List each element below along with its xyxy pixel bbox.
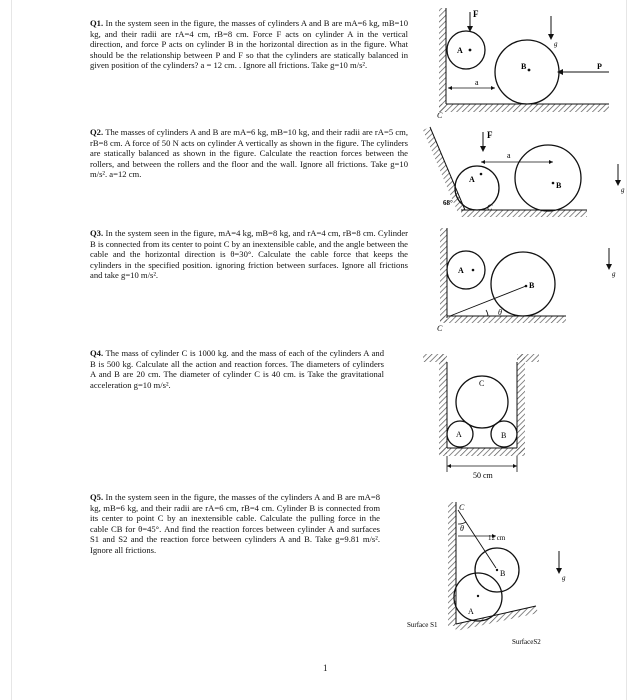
cylinder-a [447,31,485,69]
question-text: In the system seen in the figure, the masses of the cylinders A and B are mA=8 kg, mB=6 kg, and their radii are rA=6 cm, rB=4 cm. Cylinder B is connected from its center to point C by an inextensible cable. Calculate the pulling force in the cable CB for θ=45°. And find the reaction forces between cylinder A and surfaces S1 and S2 and the reaction force between cylinders A and B. Take g=9.81 m/s². Ignore all frictions. [90,492,380,555]
question-number: Q4. [90,348,104,358]
question-number: Q3. [90,228,104,238]
label-b: B [529,281,535,290]
label-b: B [501,431,507,440]
label-g: g [612,270,616,278]
label-b: B [500,569,506,578]
label-a: A [457,46,463,55]
cylinder-b [515,145,581,211]
floor-hatch [439,448,525,456]
question-5 [90,492,380,556]
figure-3-diagram [437,228,642,338]
question-2 [90,127,408,180]
label-theta: θ [460,524,464,533]
label-width: 50 cm [473,471,493,480]
question-number: Q2. [90,127,104,137]
label-c: C [437,111,443,120]
figure-2-diagram [417,120,642,220]
figure-1-diagram [417,4,617,120]
label-g: g [562,574,566,582]
label-a: A [469,175,475,184]
label-a: A [468,607,474,616]
figure-4-diagram [415,348,555,478]
wall-hatch [440,228,447,322]
cylinder-b [495,40,559,104]
label-g: g [554,40,558,48]
label-angle: 68° [443,199,453,207]
label-c: C [459,503,465,512]
label-c: C [487,203,493,212]
floor-hatch [440,316,566,323]
label-a-dim: a [507,151,511,160]
label-a: A [458,266,464,275]
question-1 [90,18,408,71]
question-number: Q5. [90,492,104,502]
label-surface-s1: Surface S1 [407,621,438,629]
wall-hatch [439,8,446,112]
label-g: g [621,186,625,194]
document-page [12,0,626,700]
floor-hatch [439,104,609,112]
question-text: The mass of cylinder C is 1000 kg. and the mass of each of the cylinders A and B is 500 kg. Calculate all the action and reaction forces. The diameters of cylinders A and B are 20 cm. The diameter of cylinder C is 40 cm. is Take the gravitational acceleration g=10 m/s². [90,348,384,390]
label-c: C [437,324,443,333]
label-dim: 12 cm [488,534,506,542]
label-c: C [479,379,485,388]
page-number: 1 [323,663,328,673]
label-p: P [597,62,602,71]
cylinder-b [491,252,555,316]
wall-s1-hatch [448,502,456,626]
label-b: B [556,181,562,190]
figure-5-diagram [396,496,616,656]
label-a: A [456,430,462,439]
question-number: Q1. [90,18,104,28]
cylinder-a [455,166,499,210]
question-text: In the system seen in the figure, the masses of cylinders A and B are mA=6 kg, mB=10 kg, and their radii are rA=4 cm, rB=8 cm. Force F acts on cylinder A in the vertical direction, and force P acts on cylinder B in the horizontal direction as in the figure. What should be the relationship between P and F so that the cylinders are statically balanced in given position of the cylinders? a = 12 cm. . Ignore all frictions. Take g=10 m/s². [90,18,408,71]
floor-hatch [461,210,587,217]
label-b: B [521,62,527,71]
question-3 [90,228,408,281]
label-a-dim: a [475,78,479,87]
cable-cb [450,286,526,316]
label-surface-s2: SurfaceS2 [512,638,541,646]
label-f: F [473,9,479,19]
label-f: F [487,130,493,140]
question-text: The masses of cylinders A and B are mA=6 kg, mB=10 kg, and their radii are rA=5 cm, rB=8 cm. A force of 50 N acts on cylinder A vertically as shown in the figure. The cylinders are statically balanced as shown in the figure. Calculate the reaction forces between the rollers, and between the rollers and the floor and the wall. Ignore all frictions. Take g=10 m/s². a=12 cm. [90,127,408,180]
question-4 [90,348,384,390]
label-theta: θ [498,308,502,317]
cylinder-a [447,251,485,289]
question-text: In the system seen in the figure, mA=4 kg, mB=8 kg, and rA=4 cm, rB=8 cm. Cylinder B is connected from its center to point C by an inextensible cable, and the angle between the cable and the horizontal direction is θ=30°. Calculate the cable force that keeps the cylinders in the specified position. ignoring friction between surfaces. Ignore all frictions and take g=10 m/s². [90,228,408,281]
